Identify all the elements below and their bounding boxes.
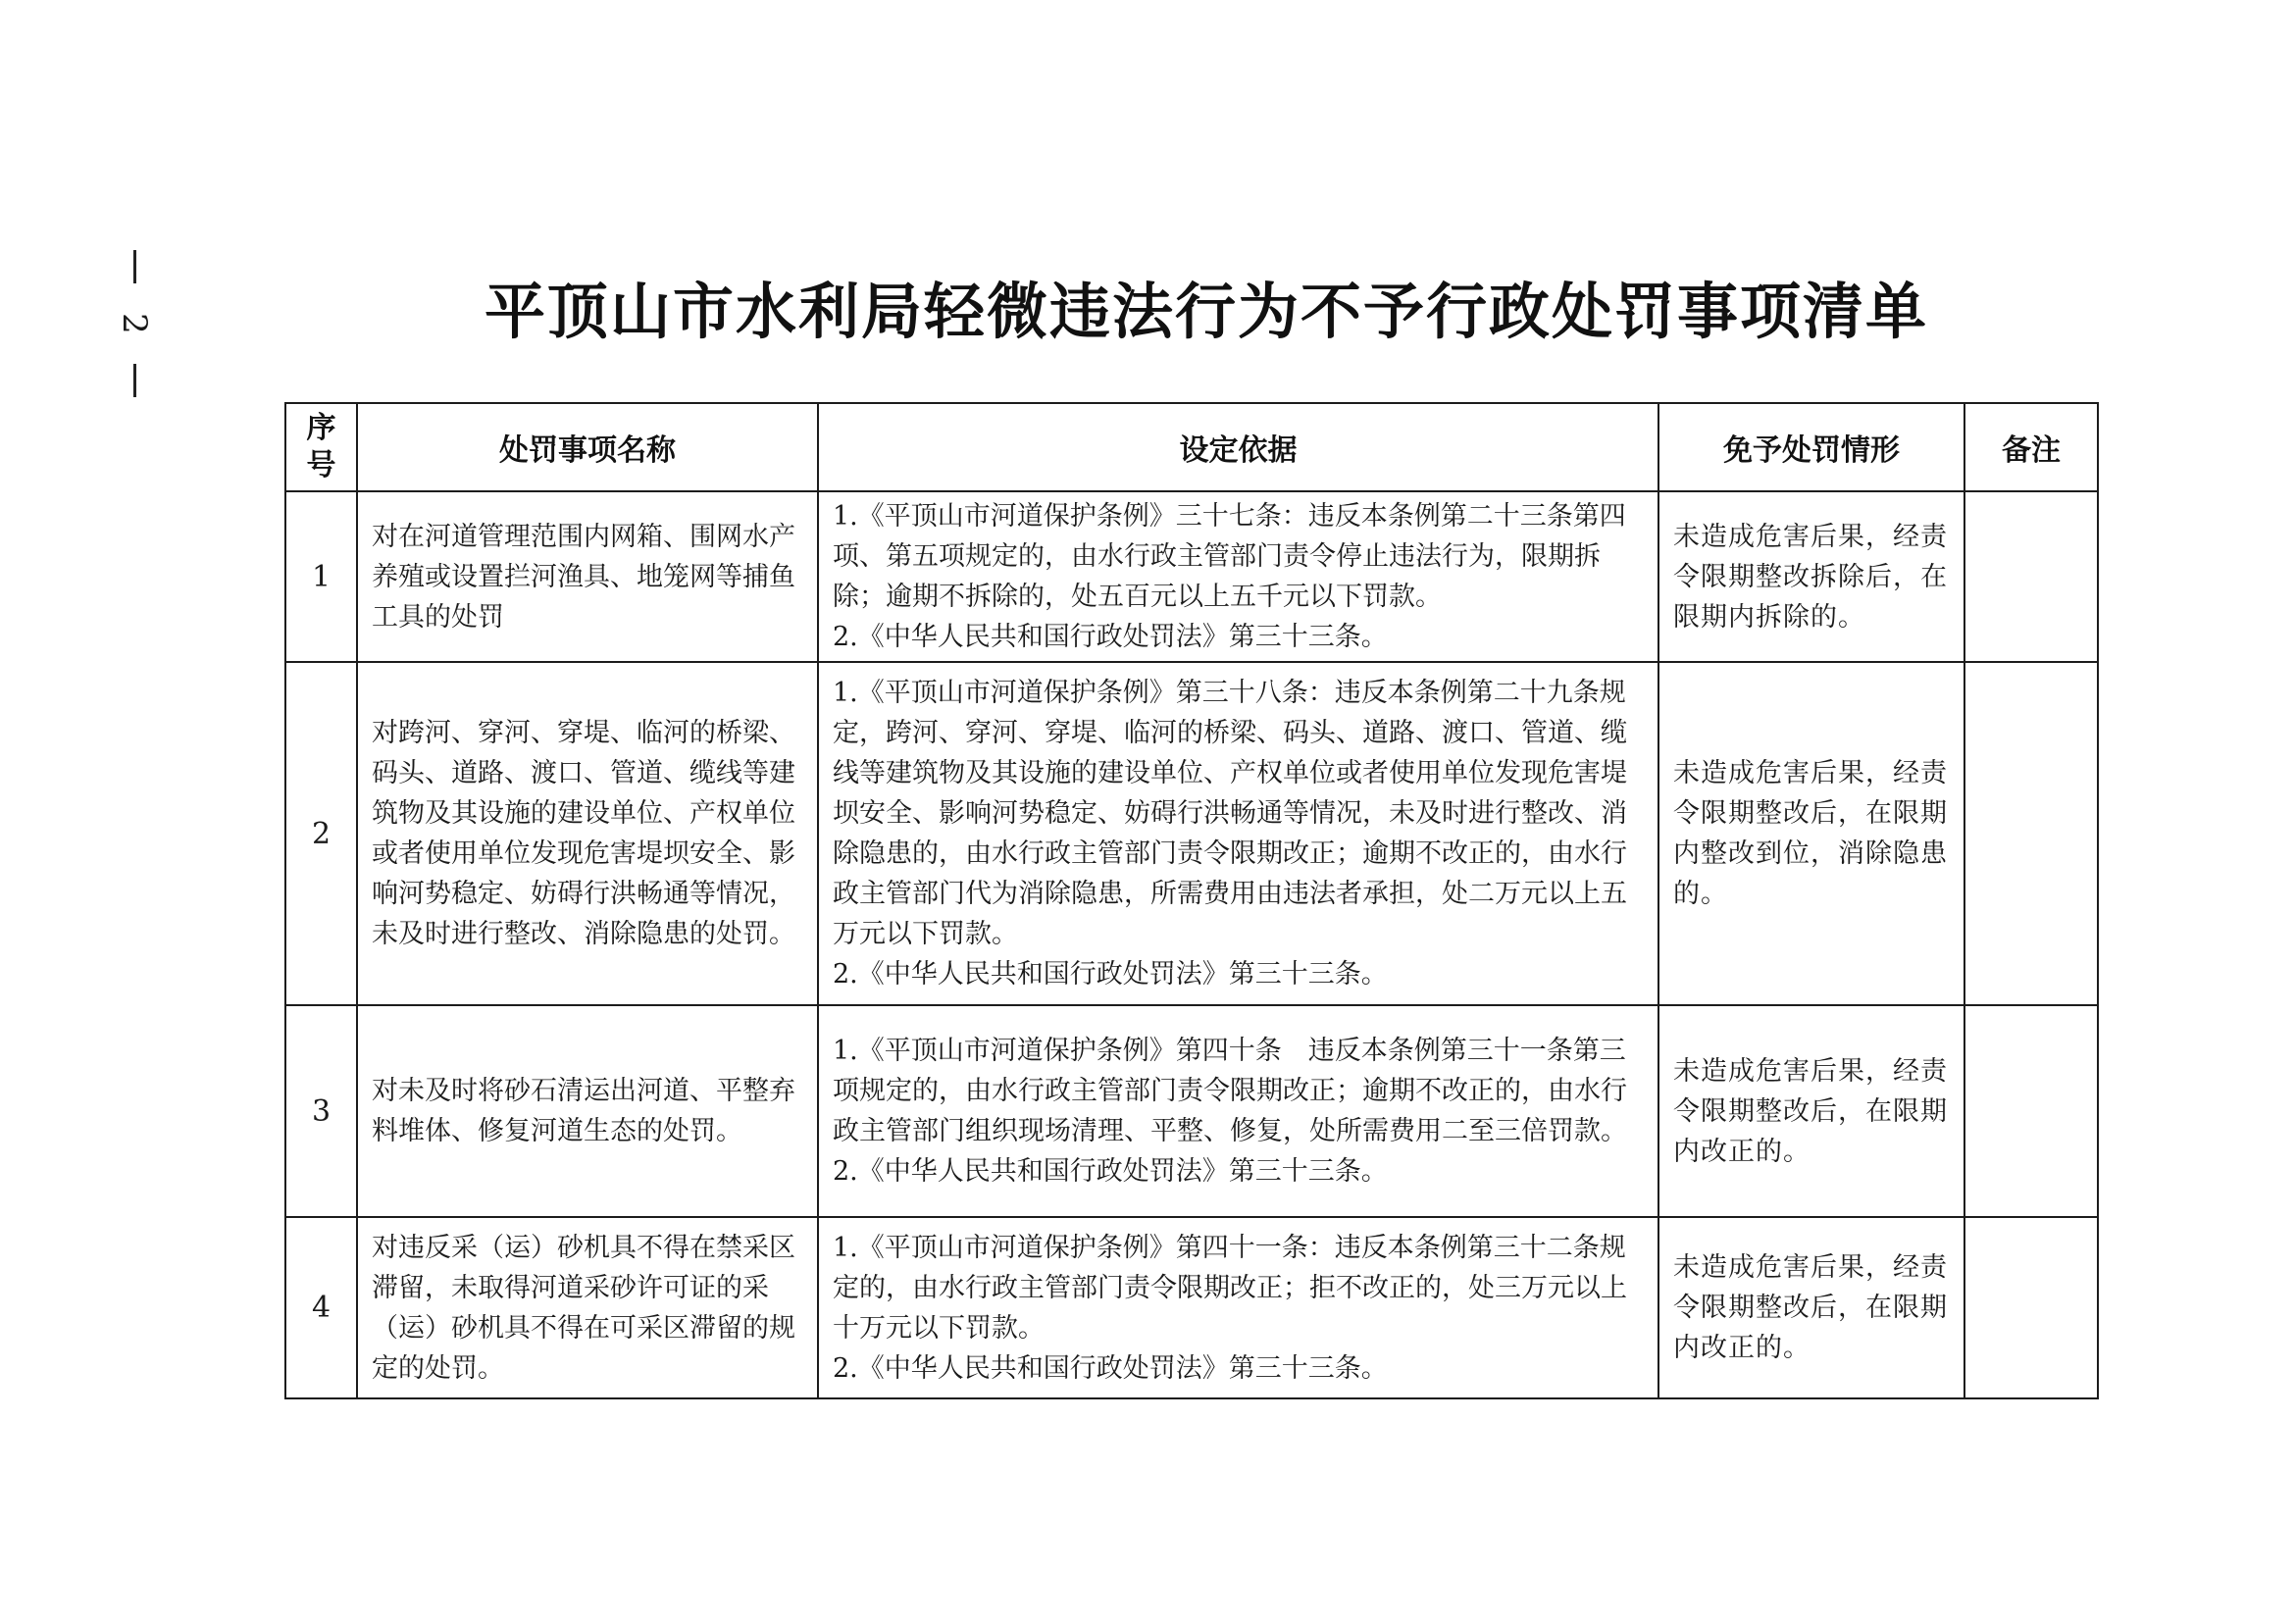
legal-basis-clause: 1.《平顶山市河道保护条例》三十七条：违反本条例第二十三条第四项、第五项规定的，由水行政主管部门责令停止违法行为，限期拆除；逾期不拆除的，处五百元以上五千元以下罚款。 bbox=[833, 501, 1626, 612]
row-item-name: 对违反采（运）砂机具不得在禁采区滞留，未取得河道采砂许可证的采（运）砂机具不得在可采区滞留的规定的处罚。 bbox=[357, 1217, 818, 1398]
row-item-name: 对未及时将砂石清运出河道、平整弃料堆体、修复河道生态的处罚。 bbox=[357, 1005, 818, 1217]
row-exemption-condition: 未造成危害后果，经责令限期整改后，在限期内改正的。 bbox=[1658, 1217, 1964, 1398]
row-seq: 3 bbox=[285, 1005, 357, 1217]
header-seq: 序号 bbox=[285, 403, 357, 491]
table-row bbox=[285, 662, 2098, 1005]
legal-basis-clause: 1.《平顶山市河道保护条例》第三十八条：违反本条例第二十九条规定，跨河、穿河、穿堤、临河的桥梁、码头、道路、渡口、管道、缆线等建筑物及其设施的建设单位、产权单位或者使用单位发现危害堤坝安全、影响河势稳定、妨碍行洪畅通等情况，未及时进行整改、消除隐患的，由水行政主管部门责令限期改正；逾期不改正的，由水行政主管部门代为消除隐患，所需费用由违法者承担，处二万元以上五万元以下罚款。 bbox=[833, 678, 1627, 949]
row-legal-basis bbox=[818, 491, 1658, 662]
legal-basis-clause: 2.《中华人民共和国行政处罚法》第三十三条。 bbox=[833, 1352, 1388, 1384]
row-item-name: 对跨河、穿河、穿堤、临河的桥梁、码头、道路、渡口、管道、缆线等建筑物及其设施的建设单位、产权单位或者使用单位发现危害堤坝安全、影响河势稳定、妨碍行洪畅通等情况，未及时进行整改、消除隐患的处罚。 bbox=[357, 662, 818, 1005]
header-exemption-condition: 免予处罚情形 bbox=[1658, 403, 1964, 491]
row-legal-basis bbox=[818, 1005, 1658, 1217]
row-remark bbox=[1964, 1217, 2098, 1398]
row-exemption-condition: 未造成危害后果，经责令限期整改拆除后，在限期内拆除的。 bbox=[1658, 491, 1964, 662]
penalty-exemption-table bbox=[284, 402, 2099, 1399]
table-row bbox=[285, 491, 2098, 662]
header-legal-basis: 设定依据 bbox=[818, 403, 1658, 491]
legal-basis-clause: 1.《平顶山市河道保护条例》第四十一条：违反本条例第三十二条规定的，由水行政主管部门责令限期改正；拒不改正的，处三万元以上十万元以下罚款。 bbox=[833, 1232, 1627, 1344]
row-remark bbox=[1964, 662, 2098, 1005]
legal-basis-clause: 2.《中华人民共和国行政处罚法》第三十三条。 bbox=[833, 622, 1388, 652]
row-exemption-condition: 未造成危害后果，经责令限期整改后，在限期内整改到位，消除隐患的。 bbox=[1658, 662, 1964, 1005]
page-number-dash-bottom bbox=[133, 364, 136, 397]
legal-basis-clause: 2.《中华人民共和国行政处罚法》第三十三条。 bbox=[833, 1156, 1388, 1187]
table-header-row bbox=[285, 403, 2098, 491]
page-number-value: 2 bbox=[114, 313, 154, 334]
row-legal-basis bbox=[818, 1217, 1658, 1398]
header-item-name: 处罚事项名称 bbox=[357, 403, 818, 491]
row-item-name: 对在河道管理范围内网箱、围网水产养殖或设置拦河渔具、地笼网等捕鱼工具的处罚 bbox=[357, 491, 818, 662]
legal-basis-clause: 2.《中华人民共和国行政处罚法》第三十三条。 bbox=[833, 959, 1388, 990]
row-remark bbox=[1964, 1005, 2098, 1217]
table-row bbox=[285, 1005, 2098, 1217]
row-remark bbox=[1964, 491, 2098, 662]
row-exemption-condition: 未造成危害后果，经责令限期整改后，在限期内改正的。 bbox=[1658, 1005, 1964, 1217]
header-remark: 备注 bbox=[1964, 403, 2098, 491]
row-legal-basis bbox=[818, 662, 1658, 1005]
table-row bbox=[285, 1217, 2098, 1398]
row-seq: 2 bbox=[285, 662, 357, 1005]
row-seq: 1 bbox=[285, 491, 357, 662]
legal-basis-clause: 1.《平顶山市河道保护条例》第四十条 违反本条例第三十一条第三项规定的，由水行政主管部门责令限期改正；逾期不改正的，由水行政主管部门组织现场清理、平整、修复，处所需费用二至三倍罚款。 bbox=[833, 1036, 1627, 1146]
row-seq: 4 bbox=[285, 1217, 357, 1398]
document-title: 平顶山市水利局轻微违法行为不予行政处罚事项清单 bbox=[484, 276, 1928, 347]
